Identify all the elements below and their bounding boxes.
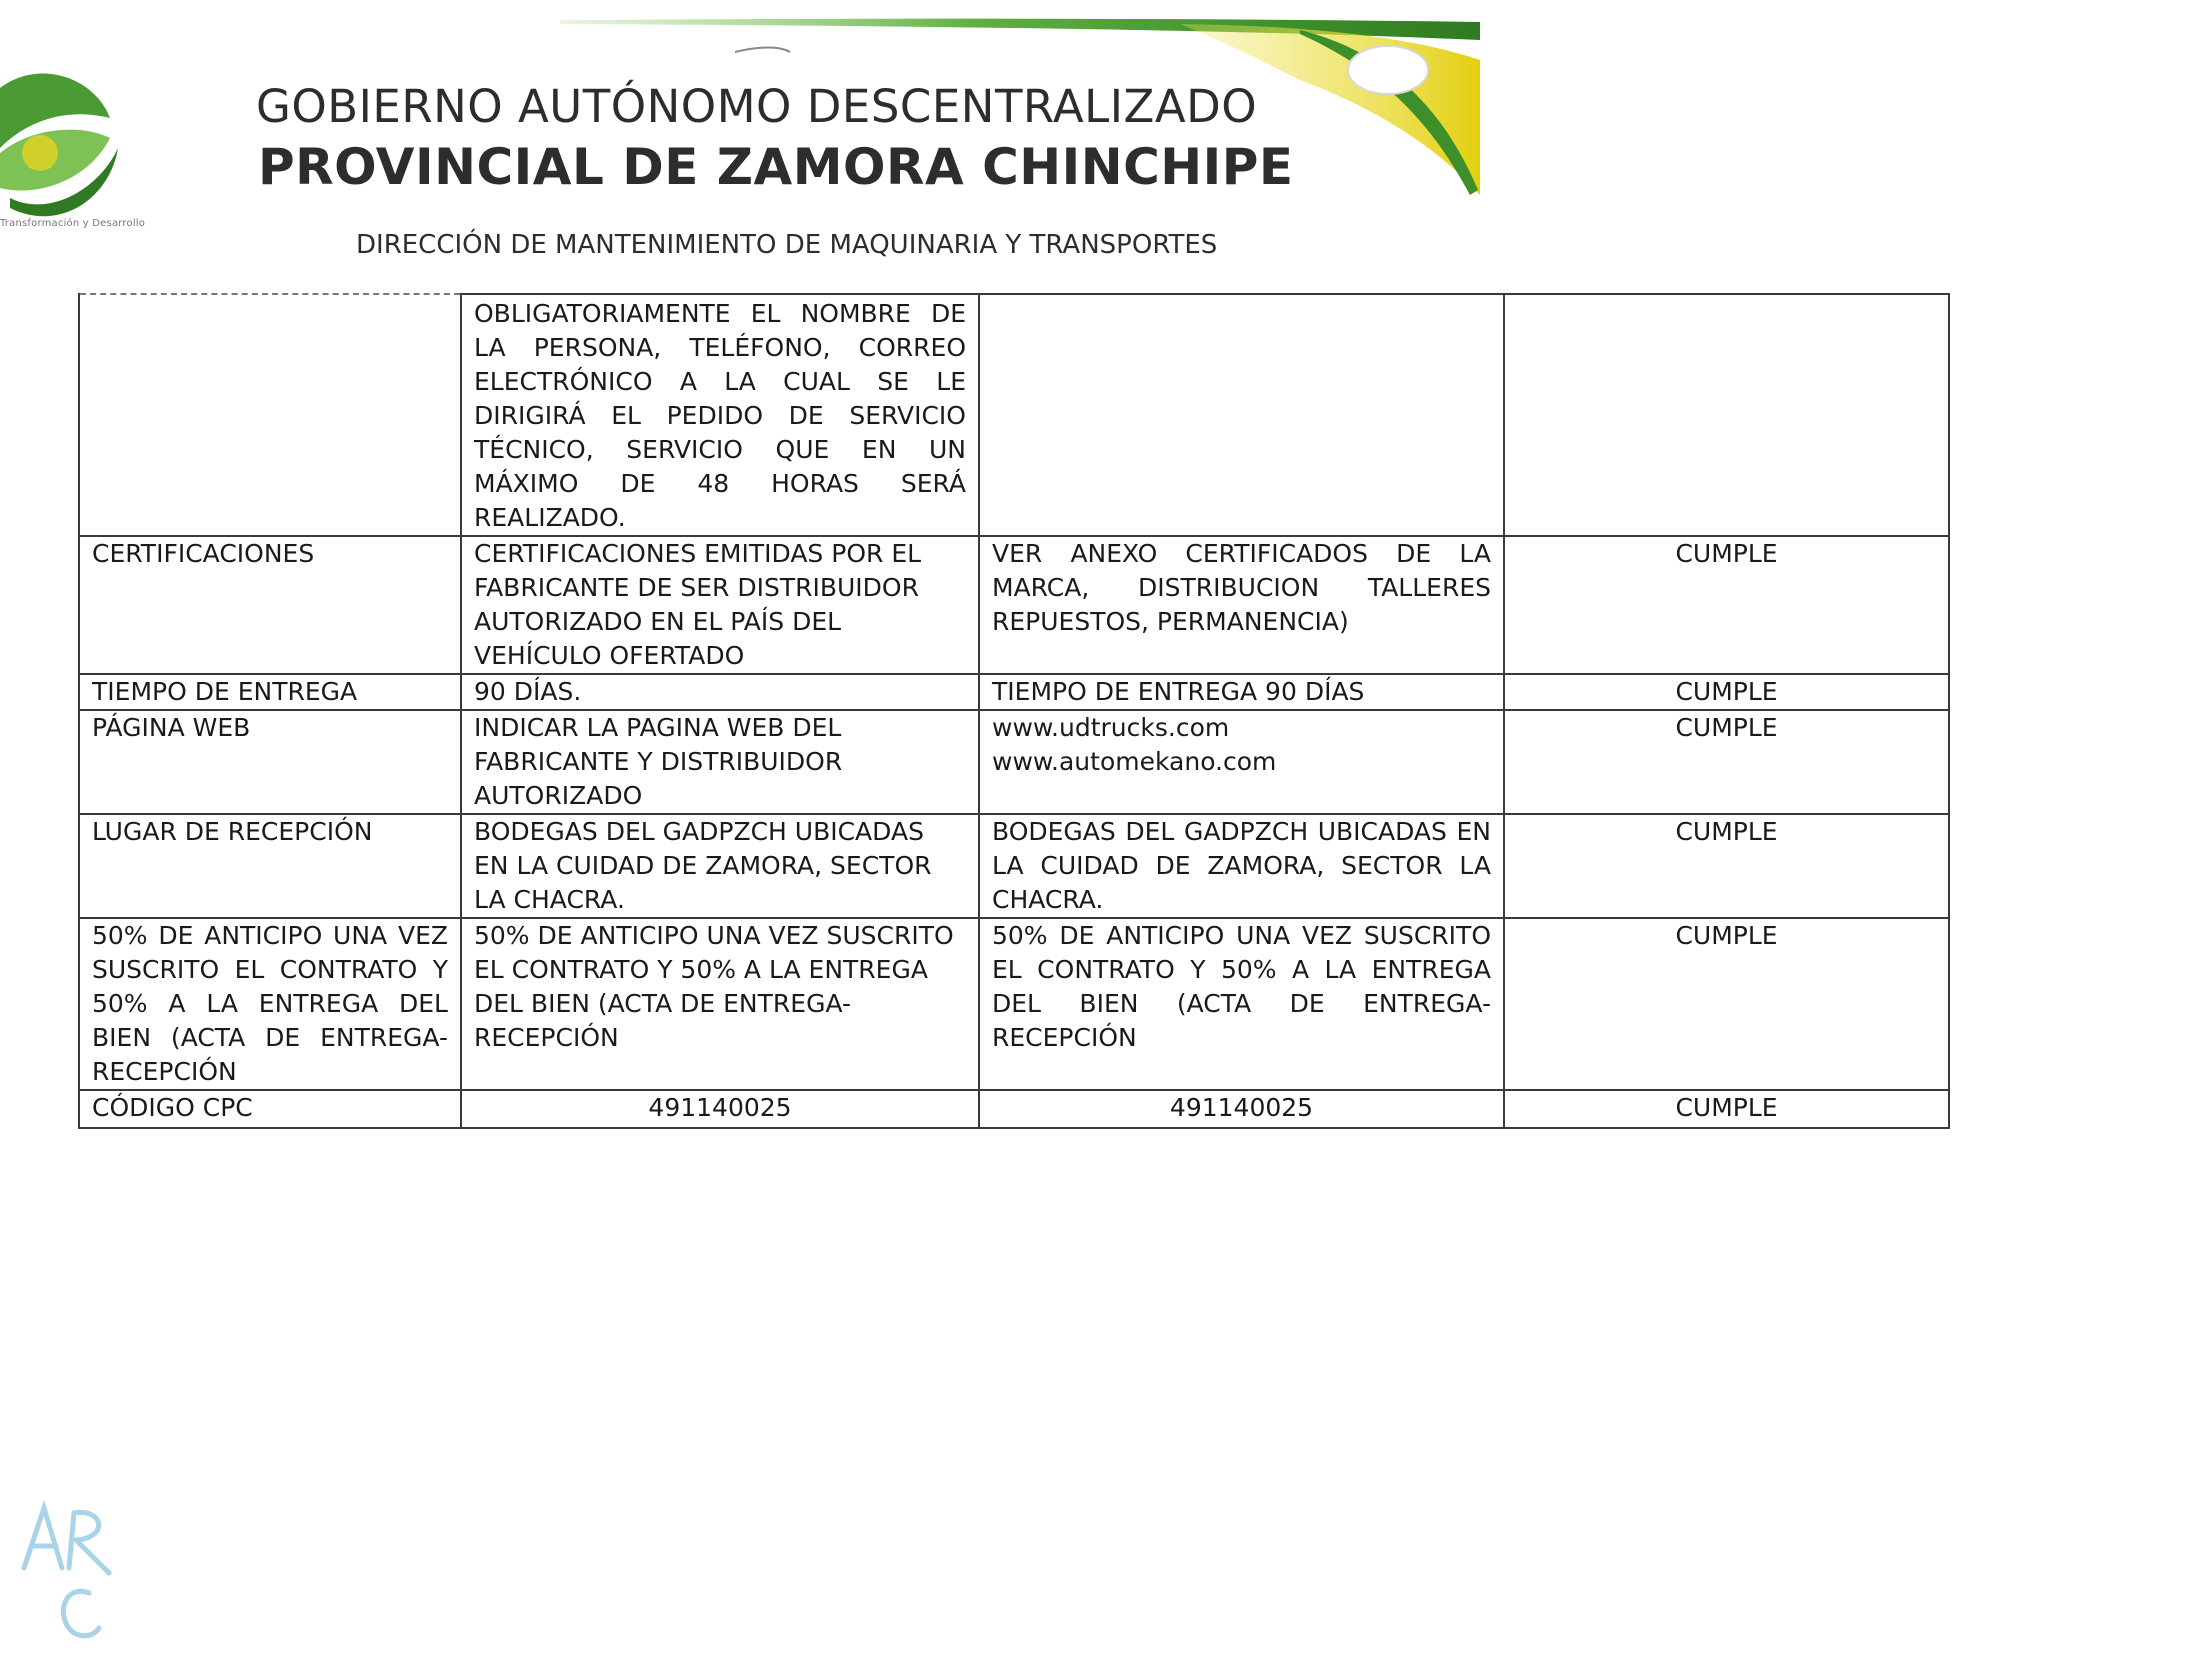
- offer-cell: VER ANEXO CERTIFICADOS DE LA MARCA, DISTRIBUCION TALLERES REPUESTOS, PERMANENCIA): [979, 536, 1504, 674]
- offer-cell: [979, 294, 1504, 536]
- specification-cell: BODEGAS DEL GADPZCH UBICADAS EN LA CUIDAD DE ZAMORA, SECTOR LA CHACRA.: [461, 814, 979, 918]
- requirement-cell: 50% DE ANTICIPO UNA VEZ SUSCRITO EL CONTRATO Y 50% A LA ENTREGA DEL BIEN (ACTA DE ENTREGA-RECEPCIÓN: [79, 918, 461, 1090]
- gadpzch-leaf-logo: [0, 58, 150, 228]
- specification-cell: 90 DÍAS.: [461, 674, 979, 710]
- manufacturer-website-text: www.udtrucks.com: [992, 713, 1230, 742]
- requirement-cell: PÁGINA WEB: [79, 710, 461, 814]
- table-row: [79, 674, 1949, 710]
- specification-cell: 491140025: [461, 1090, 979, 1128]
- compliance-cell: CUMPLE: [1504, 918, 1949, 1090]
- compliance-cell: CUMPLE: [1504, 814, 1949, 918]
- requirement-cell: CÓDIGO CPC: [79, 1090, 461, 1128]
- offer-cell: [979, 710, 1504, 814]
- distributor-website-text: www.automekano.com: [992, 747, 1277, 776]
- specification-cell: CERTIFICACIONES EMITIDAS POR EL FABRICANTE DE SER DISTRIBUIDOR AUTORIZADO EN EL PAÍS DEL VEHÍCULO OFERTADO: [461, 536, 979, 674]
- header-title-line1: GOBIERNO AUTÓNOMO DESCENTRALIZADO: [256, 80, 1258, 133]
- compliance-cell: CUMPLE: [1504, 674, 1949, 710]
- requirement-cell: [79, 294, 461, 536]
- specification-cell: 50% DE ANTICIPO UNA VEZ SUSCRITO EL CONTRATO Y 50% A LA ENTREGA DEL BIEN (ACTA DE ENTREGA-RECEPCIÓN: [461, 918, 979, 1090]
- table-row: [79, 918, 1949, 1090]
- initials-signature: [14, 1488, 134, 1648]
- table-row: [79, 710, 1949, 814]
- table-row: [79, 536, 1949, 674]
- offer-cell: BODEGAS DEL GADPZCH UBICADAS EN LA CUIDAD DE ZAMORA, SECTOR LA CHACRA.: [979, 814, 1504, 918]
- table-row: [79, 294, 1949, 536]
- offer-cell: 491140025: [979, 1090, 1504, 1128]
- logo-caption: Transformación y Desarrollo: [0, 218, 146, 229]
- compliance-cell: CUMPLE: [1504, 536, 1949, 674]
- offer-cell: 50% DE ANTICIPO UNA VEZ SUSCRITO EL CONTRATO Y 50% A LA ENTREGA DEL BIEN (ACTA DE ENTREGA-RECEPCIÓN: [979, 918, 1504, 1090]
- compliance-cell: CUMPLE: [1504, 1090, 1949, 1128]
- specifications-table: [78, 293, 1950, 1129]
- header-subtitle: DIRECCIÓN DE MANTENIMIENTO DE MAQUINARIA Y TRANSPORTES: [356, 230, 1218, 260]
- offer-cell: TIEMPO DE ENTREGA 90 DÍAS: [979, 674, 1504, 710]
- header-title-line2: PROVINCIAL DE ZAMORA CHINCHIPE: [258, 138, 1294, 196]
- compliance-cell: CUMPLE: [1504, 710, 1949, 814]
- requirement-cell: CERTIFICACIONES: [79, 536, 461, 674]
- table-row: [79, 814, 1949, 918]
- specification-cell: INDICAR LA PAGINA WEB DEL FABRICANTE Y DISTRIBUIDOR AUTORIZADO: [461, 710, 979, 814]
- requirement-cell: LUGAR DE RECEPCIÓN: [79, 814, 461, 918]
- requirement-cell: TIEMPO DE ENTREGA: [79, 674, 461, 710]
- compliance-cell: [1504, 294, 1949, 536]
- table-row: [79, 1090, 1949, 1128]
- specification-cell: OBLIGATORIAMENTE EL NOMBRE DE LA PERSONA, TELÉFONO, CORREO ELECTRÓNICO A LA CUAL SE LE DIRIGIRÁ EL PEDIDO DE SERVICIO TÉCNICO, SERVICIO QUE EN UN MÁXIMO DE 48 HORAS SERÁ REALIZADO.: [461, 294, 979, 536]
